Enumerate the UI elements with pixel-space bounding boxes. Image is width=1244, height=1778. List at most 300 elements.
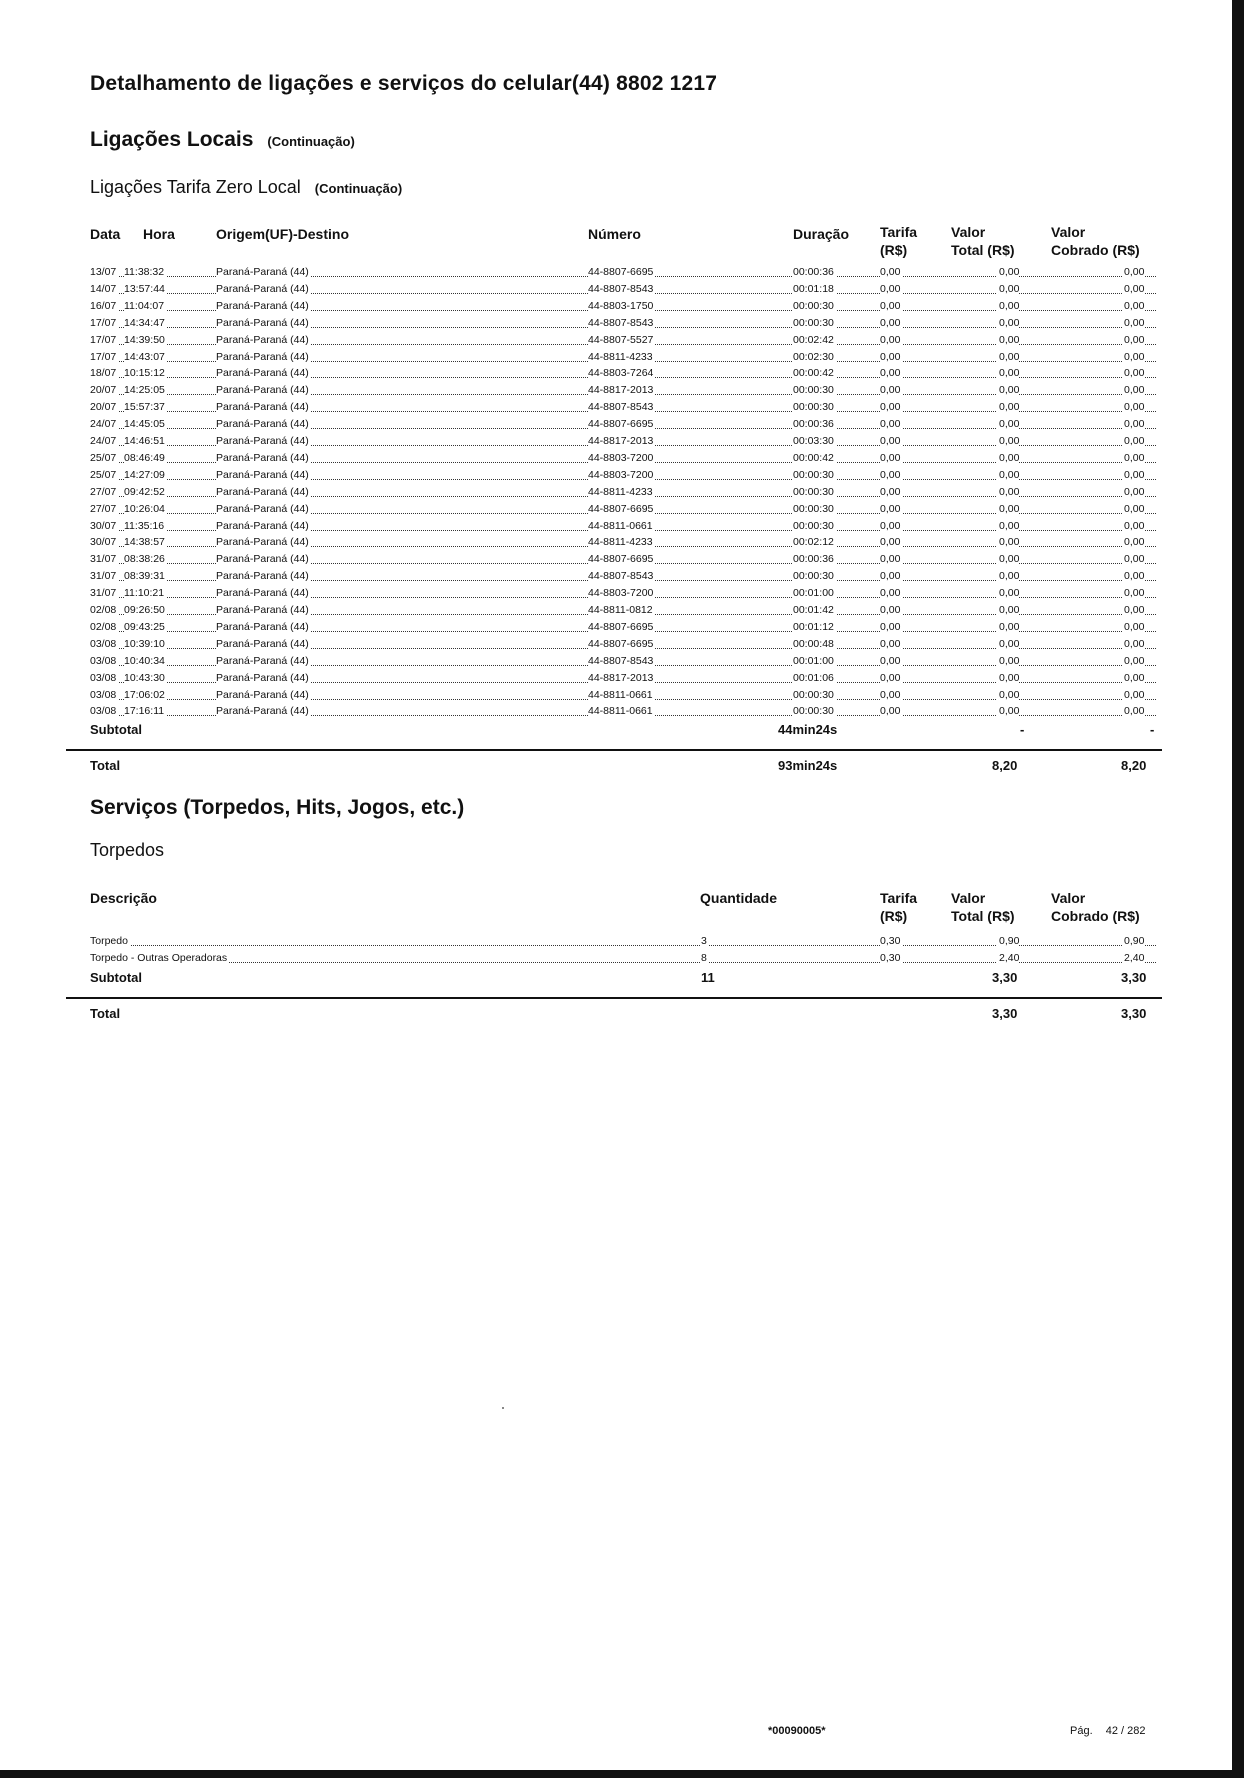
services-title: Serviços (Torpedos, Hits, Jogos, etc.) bbox=[90, 796, 465, 819]
table-row bbox=[90, 418, 1156, 435]
call-route: Paraná-Paraná (44) bbox=[216, 266, 309, 278]
col-valor-total-line2: Total (R$) bbox=[951, 242, 1015, 258]
call-time: 08:39:31 bbox=[124, 570, 165, 583]
divider bbox=[66, 749, 1162, 751]
call-number: 44-8807-6695 bbox=[588, 418, 654, 431]
col-svc-tarifa-line1: Tarifa bbox=[880, 890, 918, 906]
table-row bbox=[90, 520, 1156, 537]
svc-tariff: 0,30 bbox=[880, 935, 901, 947]
page-number bbox=[1070, 1725, 1145, 1737]
section-heading bbox=[90, 128, 355, 152]
call-number: 44-8807-6695 bbox=[588, 502, 654, 515]
section-note: (Continuação) bbox=[267, 134, 355, 149]
svc-total: 2,40 bbox=[999, 951, 1020, 964]
call-tariff: 0,00 bbox=[880, 654, 901, 667]
call-charged: 0,00 bbox=[1124, 384, 1145, 397]
svc-charged: 0,90 bbox=[1124, 935, 1145, 947]
call-route: Paraná-Paraná (44) bbox=[216, 384, 309, 397]
call-number: 44-8817-2013 bbox=[588, 384, 654, 397]
table-row bbox=[90, 705, 1156, 722]
call-tariff: 0,00 bbox=[880, 468, 901, 481]
call-date: 24/07 bbox=[90, 435, 117, 447]
call-route: Paraná-Paraná (44) bbox=[216, 468, 309, 481]
call-date: 25/07 bbox=[90, 451, 117, 464]
call-total: 0,00 bbox=[999, 451, 1020, 464]
call-total: 0,00 bbox=[999, 688, 1020, 701]
call-duration: 00:00:30 bbox=[793, 485, 834, 498]
services-total-row bbox=[90, 1006, 1156, 1024]
call-date: 31/07 bbox=[90, 587, 117, 600]
call-date: 17/07 bbox=[90, 350, 117, 363]
col-valor-cobrado-line1: Valor bbox=[1051, 224, 1086, 240]
col-svc-tarifa bbox=[880, 889, 917, 925]
col-tarifa-line2: (R$) bbox=[880, 242, 908, 258]
table-row bbox=[90, 689, 1156, 706]
call-charged: 0,00 bbox=[1124, 367, 1145, 380]
call-tariff: 0,00 bbox=[880, 333, 901, 346]
call-number: 44-8807-6695 bbox=[588, 620, 654, 633]
call-total: 0,00 bbox=[999, 519, 1020, 532]
total-charged: 8,20 bbox=[1121, 758, 1147, 773]
call-tariff: 0,00 bbox=[880, 316, 901, 329]
call-route: Paraná-Paraná (44) bbox=[216, 519, 309, 532]
call-tariff: 0,00 bbox=[880, 671, 901, 684]
call-route: Paraná-Paraná (44) bbox=[216, 367, 309, 380]
svc-tariff: 0,30 bbox=[880, 951, 901, 964]
call-route: Paraná-Paraná (44) bbox=[216, 587, 309, 600]
call-tariff: 0,00 bbox=[880, 418, 901, 431]
call-date: 16/07 bbox=[90, 299, 117, 312]
call-date: 20/07 bbox=[90, 401, 117, 414]
call-date: 14/07 bbox=[90, 282, 117, 295]
call-tariff: 0,00 bbox=[880, 587, 901, 600]
call-charged: 0,00 bbox=[1124, 468, 1145, 481]
table-row bbox=[90, 367, 1156, 384]
call-date: 27/07 bbox=[90, 485, 117, 498]
call-charged: 0,00 bbox=[1124, 350, 1145, 363]
call-charged: 0,00 bbox=[1124, 604, 1145, 616]
call-number: 44-8817-2013 bbox=[588, 435, 654, 447]
table-row bbox=[90, 401, 1156, 418]
call-charged: 0,00 bbox=[1124, 485, 1145, 498]
table-row bbox=[90, 638, 1156, 655]
call-tariff: 0,00 bbox=[880, 502, 901, 515]
call-total: 0,00 bbox=[999, 266, 1020, 278]
col-origem: Origem(UF)-Destino bbox=[216, 226, 349, 242]
col-data: Data bbox=[90, 226, 121, 242]
svc-subtotal-qty: 11 bbox=[701, 970, 715, 985]
call-tariff: 0,00 bbox=[880, 536, 901, 549]
call-date: 03/08 bbox=[90, 705, 117, 718]
call-charged: 0,00 bbox=[1124, 587, 1145, 600]
total-label: Total bbox=[90, 758, 121, 773]
call-total: 0,00 bbox=[999, 671, 1020, 684]
call-duration: 00:00:30 bbox=[793, 316, 834, 329]
table-row bbox=[90, 570, 1156, 587]
call-duration: 00:00:36 bbox=[793, 418, 834, 431]
call-duration: 00:00:30 bbox=[793, 468, 834, 481]
call-tariff: 0,00 bbox=[880, 485, 901, 498]
call-total: 0,00 bbox=[999, 316, 1020, 329]
call-total: 0,00 bbox=[999, 299, 1020, 312]
call-charged: 0,00 bbox=[1124, 316, 1145, 329]
call-charged: 0,00 bbox=[1124, 282, 1145, 295]
call-charged: 0,00 bbox=[1124, 435, 1145, 447]
call-duration: 00:01:06 bbox=[793, 671, 834, 684]
call-number: 44-8811-4233 bbox=[588, 350, 653, 363]
table-row bbox=[90, 553, 1156, 570]
call-time: 11:04:07 bbox=[124, 299, 165, 312]
call-number: 44-8807-5527 bbox=[588, 333, 654, 346]
call-tariff: 0,00 bbox=[880, 299, 901, 312]
call-route: Paraná-Paraná (44) bbox=[216, 299, 309, 312]
call-time: 13:57:44 bbox=[124, 282, 165, 295]
svc-charged: 2,40 bbox=[1124, 951, 1145, 964]
call-date: 17/07 bbox=[90, 316, 117, 329]
call-total: 0,00 bbox=[999, 570, 1020, 583]
call-time: 09:42:52 bbox=[124, 485, 165, 498]
call-route: Paraná-Paraná (44) bbox=[216, 671, 309, 684]
call-time: 14:43:07 bbox=[124, 350, 165, 363]
call-total: 0,00 bbox=[999, 401, 1020, 414]
table-row bbox=[90, 469, 1156, 486]
call-route: Paraná-Paraná (44) bbox=[216, 637, 309, 650]
call-charged: 0,00 bbox=[1124, 536, 1145, 549]
col-svc-valor-total-line2: Total (R$) bbox=[951, 908, 1015, 924]
table-row bbox=[90, 452, 1156, 469]
call-route: Paraná-Paraná (44) bbox=[216, 350, 309, 363]
call-time: 09:26:50 bbox=[124, 604, 165, 616]
call-number: 44-8803-7264 bbox=[588, 367, 654, 380]
call-time: 09:43:25 bbox=[124, 620, 165, 633]
call-time: 14:45:05 bbox=[124, 418, 165, 431]
svc-total-label: Total bbox=[90, 1006, 121, 1021]
call-total: 0,00 bbox=[999, 502, 1020, 515]
call-total: 0,00 bbox=[999, 587, 1020, 600]
call-total: 0,00 bbox=[999, 350, 1020, 363]
call-tariff: 0,00 bbox=[880, 519, 901, 532]
call-duration: 00:00:30 bbox=[793, 384, 834, 397]
call-route: Paraná-Paraná (44) bbox=[216, 282, 309, 295]
call-time: 10:15:12 bbox=[124, 367, 165, 380]
call-tariff: 0,00 bbox=[880, 350, 901, 363]
col-svc-valor-total bbox=[951, 889, 1015, 925]
call-date: 18/07 bbox=[90, 367, 117, 380]
call-time: 14:46:51 bbox=[124, 435, 165, 447]
call-date: 31/07 bbox=[90, 570, 117, 583]
call-route: Paraná-Paraná (44) bbox=[216, 502, 309, 515]
call-duration: 00:00:30 bbox=[793, 688, 834, 701]
call-total: 0,00 bbox=[999, 654, 1020, 667]
call-duration: 00:02:12 bbox=[793, 536, 834, 549]
subsection-heading bbox=[90, 177, 402, 198]
call-route: Paraná-Paraná (44) bbox=[216, 333, 309, 346]
call-time: 17:06:02 bbox=[124, 688, 165, 701]
call-tariff: 0,00 bbox=[880, 282, 901, 295]
call-date: 03/08 bbox=[90, 637, 117, 650]
table-row bbox=[90, 621, 1156, 638]
call-charged: 0,00 bbox=[1124, 333, 1145, 346]
call-number: 44-8811-0661 bbox=[588, 688, 653, 701]
call-route: Paraná-Paraná (44) bbox=[216, 485, 309, 498]
call-time: 17:16:11 bbox=[124, 705, 165, 718]
call-duration: 00:01:00 bbox=[793, 654, 834, 667]
col-svc-valor-cobrado-line1: Valor bbox=[1051, 890, 1086, 906]
svc-desc: Torpedo bbox=[90, 935, 128, 947]
col-svc-valor-cobrado bbox=[1051, 889, 1140, 925]
call-tariff: 0,00 bbox=[880, 266, 901, 278]
call-charged: 0,00 bbox=[1124, 299, 1145, 312]
call-tariff: 0,00 bbox=[880, 367, 901, 380]
call-duration: 00:01:12 bbox=[793, 620, 834, 633]
table-row bbox=[90, 503, 1156, 520]
col-svc-valor-cobrado-line2: Cobrado (R$) bbox=[1051, 908, 1140, 924]
call-duration: 00:00:30 bbox=[793, 570, 834, 583]
table-row bbox=[90, 300, 1156, 317]
call-route: Paraná-Paraná (44) bbox=[216, 451, 309, 464]
svc-total-total: 3,30 bbox=[992, 1006, 1018, 1021]
table-row bbox=[90, 317, 1156, 334]
call-charged: 0,00 bbox=[1124, 620, 1145, 633]
call-date: 25/07 bbox=[90, 468, 117, 481]
call-time: 14:25:05 bbox=[124, 384, 165, 397]
call-date: 20/07 bbox=[90, 384, 117, 397]
call-date: 24/07 bbox=[90, 418, 117, 431]
call-charged: 0,00 bbox=[1124, 401, 1145, 414]
table-row bbox=[90, 587, 1156, 604]
call-route: Paraná-Paraná (44) bbox=[216, 553, 309, 566]
call-duration: 00:00:30 bbox=[793, 705, 834, 718]
call-total: 0,00 bbox=[999, 333, 1020, 346]
call-number: 44-8811-4233 bbox=[588, 536, 653, 549]
call-time: 11:38:32 bbox=[124, 266, 165, 278]
call-duration: 00:01:00 bbox=[793, 587, 834, 600]
page-count: 42 / 282 bbox=[1105, 1725, 1146, 1737]
call-date: 03/08 bbox=[90, 671, 117, 684]
call-date: 03/08 bbox=[90, 654, 117, 667]
call-duration: 00:01:18 bbox=[793, 282, 834, 295]
call-duration: 00:02:30 bbox=[793, 350, 834, 363]
call-tariff: 0,00 bbox=[880, 688, 901, 701]
call-charged: 0,00 bbox=[1124, 418, 1145, 431]
call-charged: 0,00 bbox=[1124, 266, 1145, 278]
call-number: 44-8807-8543 bbox=[588, 282, 654, 295]
call-tariff: 0,00 bbox=[880, 705, 901, 718]
col-tarifa-line1: Tarifa bbox=[880, 224, 918, 240]
call-tariff: 0,00 bbox=[880, 401, 901, 414]
subsection-note: (Continuação) bbox=[314, 181, 403, 196]
services-subtotal-row bbox=[90, 970, 1156, 988]
call-time: 11:35:16 bbox=[124, 519, 165, 532]
table-row bbox=[90, 435, 1156, 452]
call-date: 03/08 bbox=[90, 688, 117, 701]
call-route: Paraná-Paraná (44) bbox=[216, 688, 309, 701]
call-tariff: 0,00 bbox=[880, 435, 901, 447]
call-route: Paraná-Paraná (44) bbox=[216, 435, 309, 447]
calls-total-row bbox=[90, 758, 1156, 776]
subtotal-label: Subtotal bbox=[90, 722, 142, 737]
col-quantidade: Quantidade bbox=[700, 890, 778, 906]
call-charged: 0,00 bbox=[1124, 654, 1145, 667]
call-charged: 0,00 bbox=[1124, 705, 1145, 718]
col-valor-total bbox=[951, 223, 1015, 259]
call-date: 13/07 bbox=[90, 266, 117, 278]
call-time: 11:10:21 bbox=[124, 587, 165, 600]
call-time: 10:39:10 bbox=[124, 637, 165, 650]
call-number: 44-8807-8543 bbox=[588, 654, 654, 667]
call-date: 30/07 bbox=[90, 536, 117, 549]
call-number: 44-8807-8543 bbox=[588, 570, 654, 583]
call-date: 27/07 bbox=[90, 502, 117, 515]
subtotal-charged: - bbox=[1150, 722, 1155, 737]
call-total: 0,00 bbox=[999, 604, 1020, 616]
call-tariff: 0,00 bbox=[880, 620, 901, 633]
call-number: 44-8807-6695 bbox=[588, 266, 654, 278]
col-duracao: Duração bbox=[793, 226, 850, 242]
call-time: 15:57:37 bbox=[124, 401, 165, 414]
svc-desc: Torpedo - Outras Operadoras bbox=[90, 951, 228, 964]
call-tariff: 0,00 bbox=[880, 553, 901, 566]
call-route: Paraná-Paraná (44) bbox=[216, 604, 309, 616]
col-valor-cobrado-line2: Cobrado (R$) bbox=[1051, 242, 1140, 258]
call-number: 44-8817-2013 bbox=[588, 671, 654, 684]
call-route: Paraná-Paraná (44) bbox=[216, 316, 309, 329]
call-total: 0,00 bbox=[999, 620, 1020, 633]
total-duration: 93min24s bbox=[778, 758, 838, 773]
call-number: 44-8807-8543 bbox=[588, 316, 654, 329]
call-time: 10:26:04 bbox=[124, 502, 165, 515]
call-charged: 0,00 bbox=[1124, 502, 1145, 515]
call-route: Paraná-Paraná (44) bbox=[216, 620, 309, 633]
services-subtitle: Torpedos bbox=[90, 840, 165, 860]
call-duration: 00:00:30 bbox=[793, 299, 834, 312]
call-charged: 0,00 bbox=[1124, 519, 1145, 532]
total-total: 8,20 bbox=[992, 758, 1018, 773]
call-number: 44-8803-7200 bbox=[588, 587, 654, 600]
call-number: 44-8807-8543 bbox=[588, 401, 654, 414]
call-total: 0,00 bbox=[999, 418, 1020, 431]
svc-total: 0,90 bbox=[999, 935, 1020, 947]
call-duration: 00:00:42 bbox=[793, 367, 834, 380]
call-tariff: 0,00 bbox=[880, 637, 901, 650]
table-row bbox=[90, 935, 1156, 952]
call-duration: 00:03:30 bbox=[793, 435, 834, 447]
svc-subtotal-charged: 3,30 bbox=[1121, 970, 1147, 985]
table-row bbox=[90, 536, 1156, 553]
table-row bbox=[90, 266, 1156, 283]
table-row bbox=[90, 655, 1156, 672]
col-valor-total-line1: Valor bbox=[951, 224, 986, 240]
col-descricao: Descrição bbox=[90, 890, 157, 906]
call-tariff: 0,00 bbox=[880, 451, 901, 464]
call-duration: 00:00:30 bbox=[793, 502, 834, 515]
call-duration: 00:00:48 bbox=[793, 637, 834, 650]
call-tariff: 0,00 bbox=[880, 570, 901, 583]
col-numero: Número bbox=[588, 226, 641, 242]
call-route: Paraná-Paraná (44) bbox=[216, 401, 309, 414]
call-time: 10:43:30 bbox=[124, 671, 165, 684]
subtotal-duration: 44min24s bbox=[778, 722, 838, 737]
page-label: Pág. bbox=[1070, 1725, 1093, 1737]
call-number: 44-8811-0661 bbox=[588, 519, 653, 532]
call-date: 17/07 bbox=[90, 333, 117, 346]
call-number: 44-8803-1750 bbox=[588, 299, 654, 312]
call-date: 31/07 bbox=[90, 553, 117, 566]
call-time: 08:38:26 bbox=[124, 553, 165, 566]
col-tarifa bbox=[880, 223, 917, 259]
call-total: 0,00 bbox=[999, 637, 1020, 650]
call-duration: 00:00:42 bbox=[793, 451, 834, 464]
call-total: 0,00 bbox=[999, 536, 1020, 549]
subtotal-total: - bbox=[1020, 722, 1025, 737]
call-number: 44-8807-6695 bbox=[588, 637, 654, 650]
call-duration: 00:00:30 bbox=[793, 401, 834, 414]
call-date: 02/08 bbox=[90, 604, 117, 616]
svc-subtotal-total: 3,30 bbox=[992, 970, 1018, 985]
call-time: 14:38:57 bbox=[124, 536, 165, 549]
document-code: *00090005* bbox=[768, 1725, 826, 1737]
call-date: 02/08 bbox=[90, 620, 117, 633]
subsection-title: Ligações Tarifa Zero Local bbox=[90, 177, 301, 197]
call-total: 0,00 bbox=[999, 384, 1020, 397]
call-route: Paraná-Paraná (44) bbox=[216, 570, 309, 583]
svc-total-charged: 3,30 bbox=[1121, 1006, 1147, 1021]
col-svc-tarifa-line2: (R$) bbox=[880, 908, 908, 924]
page-title: Detalhamento de ligações e serviços do celular(44) 8802 1217 bbox=[90, 72, 718, 95]
call-route: Paraná-Paraná (44) bbox=[216, 705, 309, 718]
call-total: 0,00 bbox=[999, 435, 1020, 447]
call-duration: 00:01:42 bbox=[793, 604, 834, 616]
call-time: 10:40:34 bbox=[124, 654, 165, 667]
call-time: 08:46:49 bbox=[124, 451, 165, 464]
table-row bbox=[90, 384, 1156, 401]
call-charged: 0,00 bbox=[1124, 671, 1145, 684]
svc-subtotal-label: Subtotal bbox=[90, 970, 142, 985]
call-charged: 0,00 bbox=[1124, 451, 1145, 464]
call-duration: 00:00:30 bbox=[793, 519, 834, 532]
divider bbox=[66, 997, 1162, 999]
call-duration: 00:00:36 bbox=[793, 266, 834, 278]
call-total: 0,00 bbox=[999, 705, 1020, 718]
svc-qty: 8 bbox=[701, 951, 707, 964]
call-number: 44-8803-7200 bbox=[588, 468, 654, 481]
table-row bbox=[90, 952, 1156, 969]
call-total: 0,00 bbox=[999, 282, 1020, 295]
col-svc-valor-total-line1: Valor bbox=[951, 890, 986, 906]
table-row bbox=[90, 672, 1156, 689]
call-charged: 0,00 bbox=[1124, 637, 1145, 650]
call-number: 44-8811-0812 bbox=[588, 604, 653, 616]
table-row bbox=[90, 334, 1156, 351]
col-valor-cobrado bbox=[1051, 223, 1140, 259]
call-time: 14:27:09 bbox=[124, 468, 165, 481]
svc-qty: 3 bbox=[701, 935, 707, 947]
call-total: 0,00 bbox=[999, 367, 1020, 380]
call-tariff: 0,00 bbox=[880, 604, 901, 616]
call-charged: 0,00 bbox=[1124, 688, 1145, 701]
call-total: 0,00 bbox=[999, 468, 1020, 481]
call-number: 44-8811-4233 bbox=[588, 485, 653, 498]
call-duration: 00:00:36 bbox=[793, 553, 834, 566]
call-route: Paraná-Paraná (44) bbox=[216, 654, 309, 667]
call-number: 44-8807-6695 bbox=[588, 553, 654, 566]
call-number: 44-8811-0661 bbox=[588, 705, 653, 718]
call-total: 0,00 bbox=[999, 553, 1020, 566]
section-title: Ligações Locais bbox=[90, 128, 254, 151]
call-number: 44-8803-7200 bbox=[588, 451, 654, 464]
table-row bbox=[90, 604, 1156, 621]
call-date: 30/07 bbox=[90, 519, 117, 532]
